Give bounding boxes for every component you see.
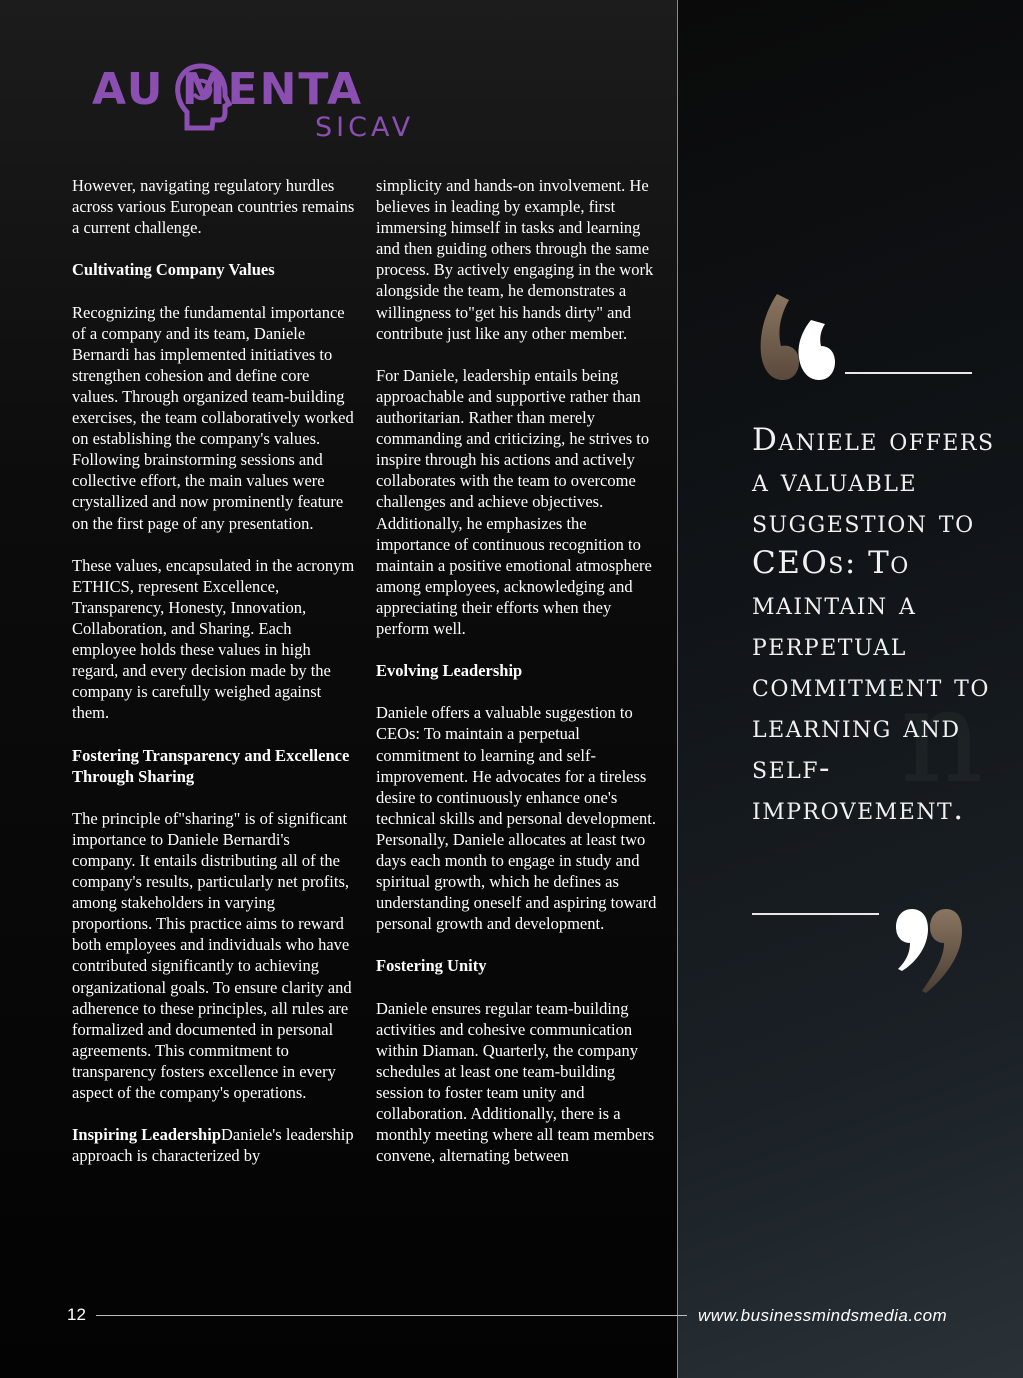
section-heading: Fostering Transparency and Excellence Through Sharing: [72, 745, 350, 786]
paragraph: [72, 1124, 357, 1166]
website-link[interactable]: www.businessmindsmedia.com: [698, 1306, 948, 1325]
vertical-divider: [677, 0, 678, 1378]
paragraph: simplicity and hands-on involvement. He believes in leading by example, first immersing himself in tasks and learning and then guiding others through the same process. By actively engaging in the work alongside the team, he demonstrates a willingness to"get his hands dirty" and contribute just like any other member.: [376, 176, 654, 343]
paragraph: Daniele offers a valuable suggestion to CEOs: To maintain a perpetual commitment to learning and self-improvement. He advocates for a tireless desire to continuously enhance one's technical skills and personal development. Personally, Daniele allocates at least two days each month to engage in study and spiritual growth, which he defines as understanding oneself and aspiring toward personal growth and development.: [376, 703, 657, 934]
logo-wordmark: AU MENTA: [92, 64, 364, 115]
section-heading: Evolving Leadership: [376, 661, 523, 681]
paragraph: These values, encapsulated in the acronym ETHICS, represent Excellence, Transparency, Honesty, Innovation, Collaboration, and Sharing. Each employee holds these values in high regard, and every decision made by the company is carefully weighed against them.: [72, 555, 355, 723]
article-column-2: [376, 175, 661, 1188]
section-heading: Cultivating Company Values: [72, 260, 275, 280]
paragraph: However, navigating regulatory hurdles across various European countries remains a current challenge.: [72, 176, 355, 238]
section-heading: Fostering Unity: [376, 956, 487, 976]
inline-heading: Inspiring Leadership: [72, 1125, 221, 1145]
quote-rule-top: [845, 372, 972, 374]
paragraph: For Daniele, leadership entails being approachable and supportive rather than authoritarian. Rather than merely commanding and criticizing, he strives to inspire through his actions and actively collaborates with the team to overcome challenges and achieve objectives. Additionally, he emphasizes the importance of continuous recognition to maintain a positive emotional atmosphere among employees, acknowledging and appreciating their efforts when they perform well.: [376, 365, 652, 638]
pull-quote: Daniele offers a valuable suggestion to CEOs: To maintain a perpetual commitment to learning and self-improvement.: [752, 422, 995, 827]
company-logo: [90, 62, 425, 152]
head-silhouette-icon: [170, 62, 232, 134]
paragraph-text: Daniele's leadership approach is characterized by: [72, 1125, 354, 1166]
quote-rule-bottom: [752, 913, 879, 915]
close-quote-icon: [892, 905, 964, 995]
logo-subtitle: SICAV: [315, 112, 415, 143]
paragraph: Daniele ensures regular team-building activities and cohesive communication within Diaman. Quarterly, the company schedules at least one team-building session to foster team unity and collaboration. Additionally, there is a monthly meeting where all team members convene, alternating between: [376, 998, 655, 1166]
page-number: 12: [67, 1305, 86, 1324]
article-column-1: [72, 175, 357, 1188]
open-quote-icon: [755, 290, 835, 382]
footer-rule: [96, 1315, 687, 1316]
paragraph: Recognizing the fundamental importance of a company and its team, Daniele Bernardi has implemented initiatives to strengthen cohesion and define core values. Through organized team-building exercises, the team collaboratively worked on establishing the company's values. Following brainstorming sessions and collective effort, the main values were crystallized and now prominently feature on the first page of any presentation.: [72, 302, 354, 533]
paragraph: The principle of"sharing" is of significant importance to Daniele Bernardi's company. It entails distributing all of the company's results, particularly net profits, among stakeholders in varying proportions. This practice aims to reward both employees and individuals who have contributed significantly to achieving organizational goals. To ensure clarity and adherence to these principles, all rules are formalized and documented in personal agreements. This commitment to transparency fosters excellence in every aspect of the company's operations.: [72, 808, 352, 1103]
